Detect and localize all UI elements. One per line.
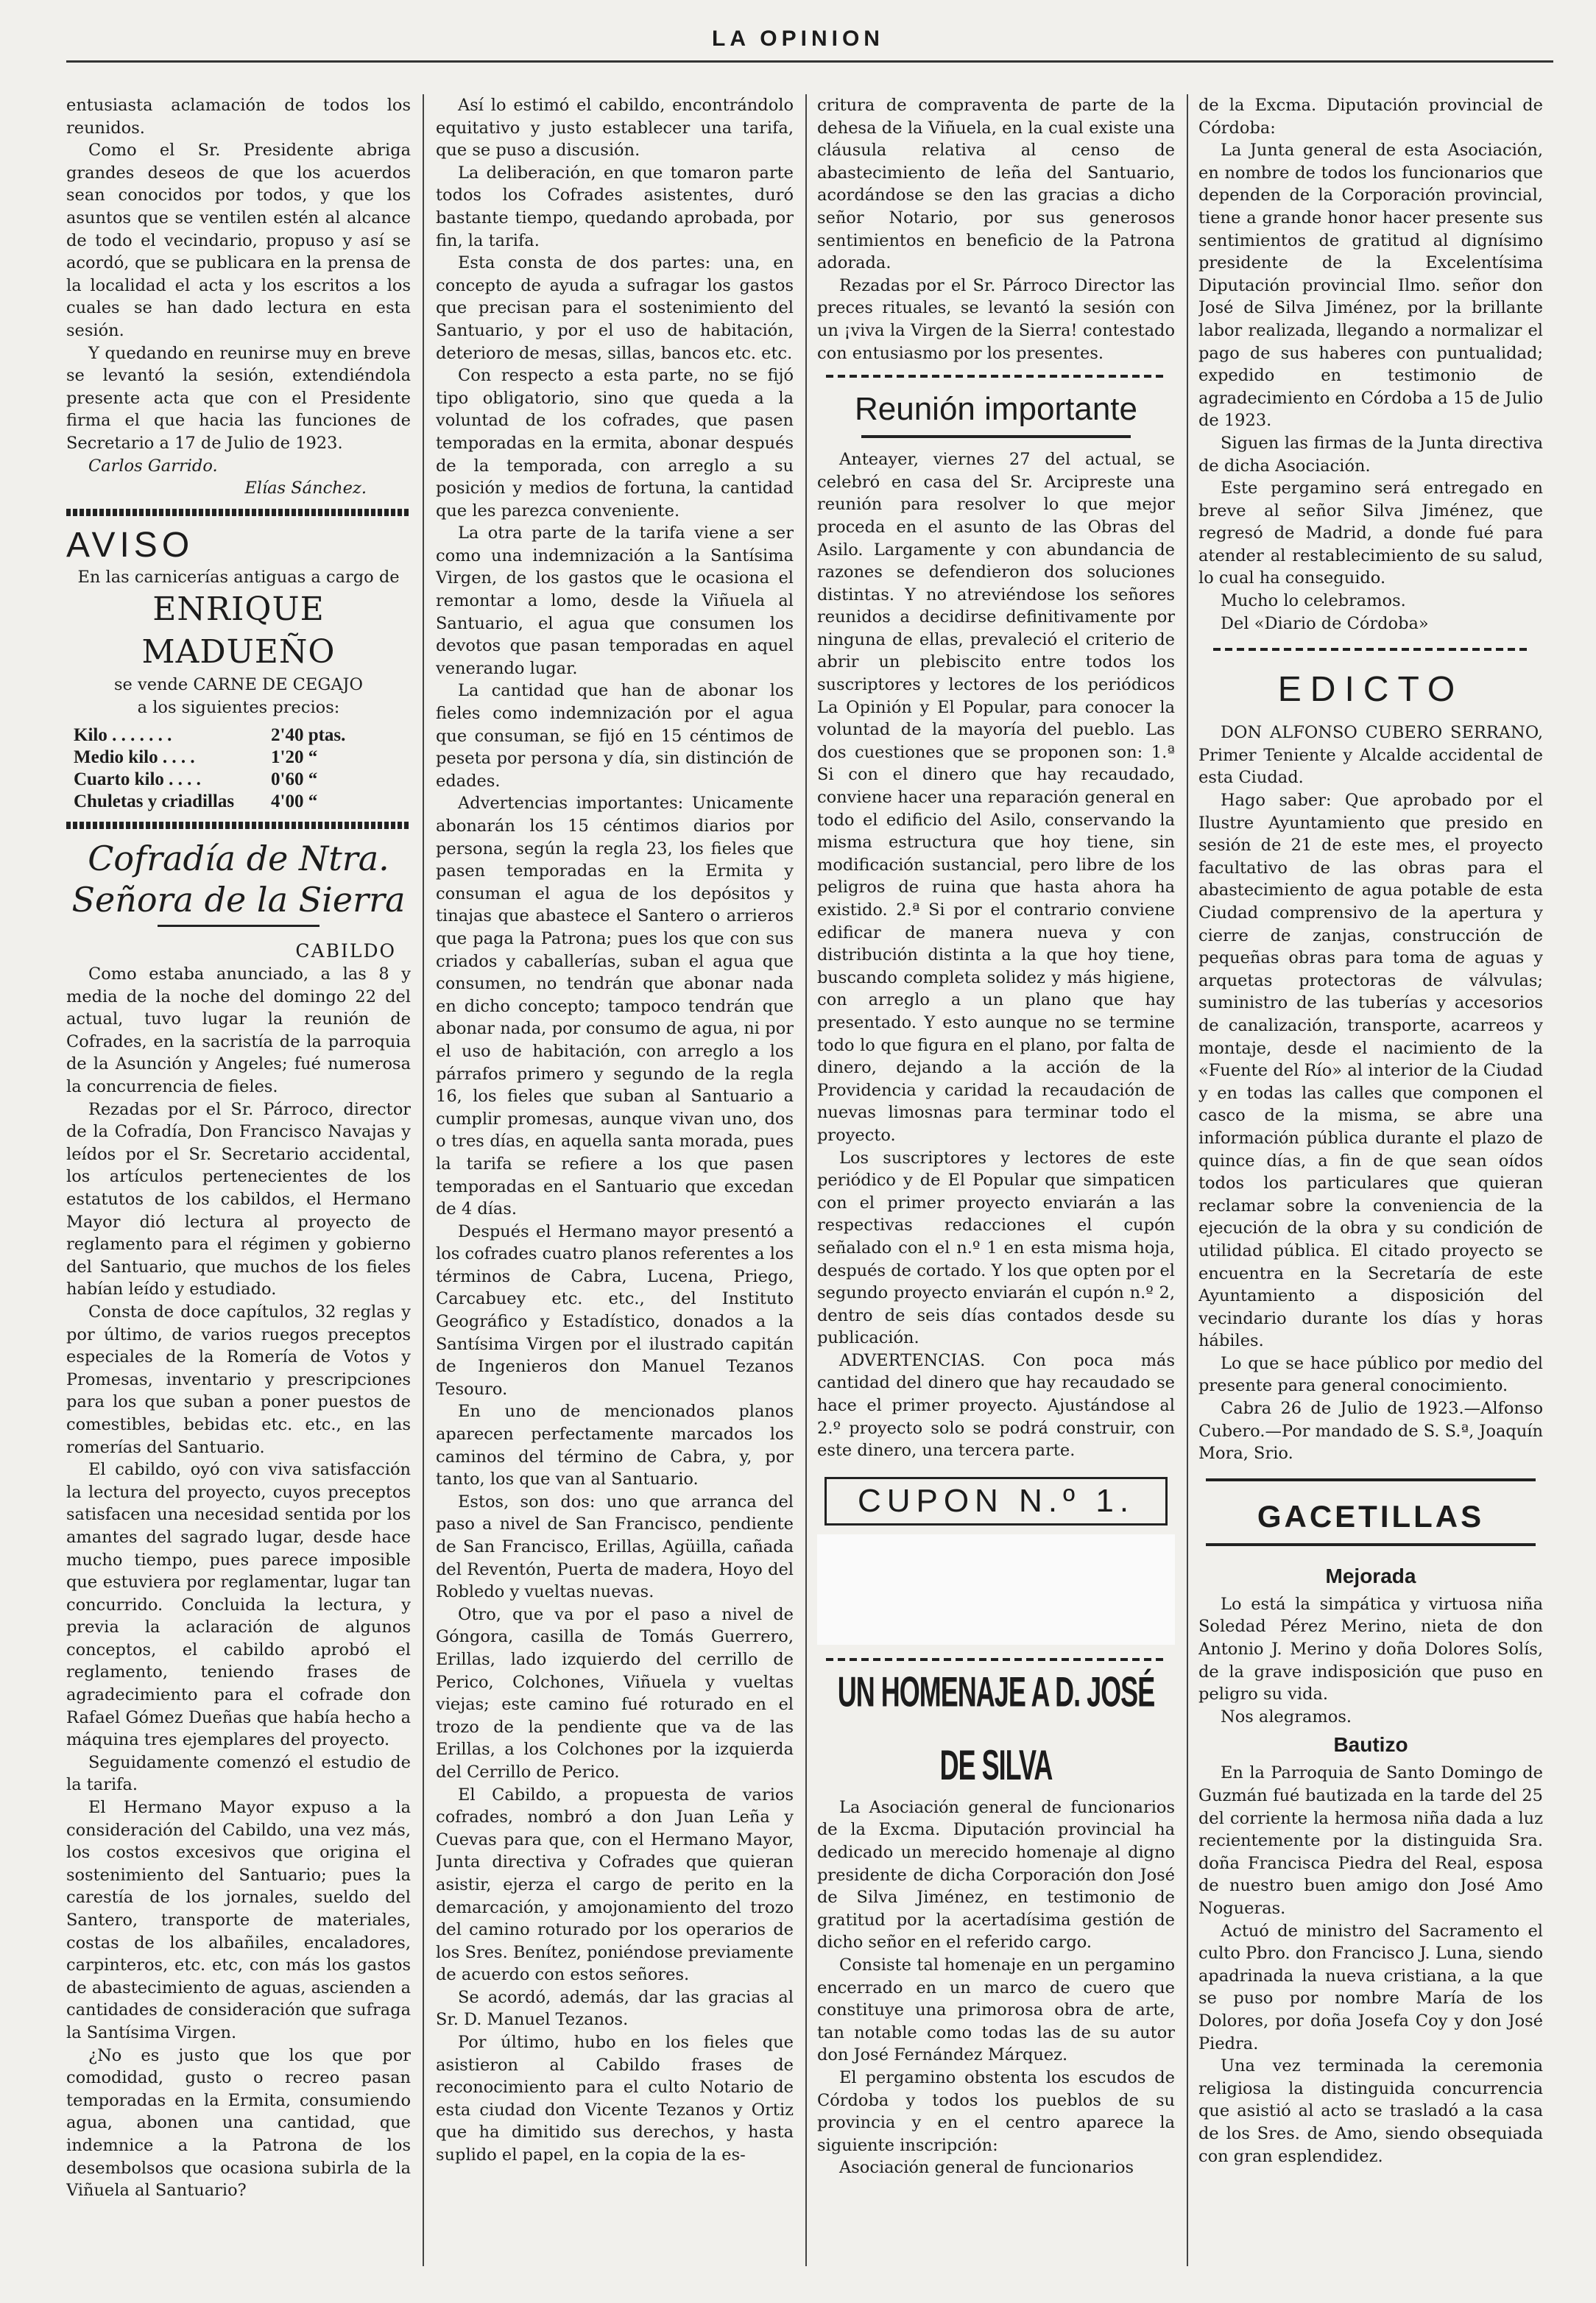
signature-sanchez: Elías Sánchez. xyxy=(244,479,367,498)
price-row: Kilo . . . . . . . 2'40 ptas. xyxy=(74,725,346,746)
column-rule xyxy=(1187,94,1188,2266)
cupon-blank-area xyxy=(817,1534,1175,1645)
subhead-mejorada: Mejorada xyxy=(1325,1564,1416,1587)
text-paragraph: La Junta general de esta Asociación, en nombre de todos los funcionarios que dependen de la Corporación provincial, tiene a grande honor hacer presente sus sentimientos de gratitud al dignísimo presidente de la Excelentísima Diputación provincial Ilmo. señor don José de Silva Jiménez, por la brillante labor realizada, llegando a normalizar el pago de sus haberes con puntualidad; expedido en testimonio de agradecimiento en Córdoba a 15 de Julio de 1923. xyxy=(1198,141,1543,431)
text-paragraph: Se acordó, además, dar las gracias al Sr. D. Manuel Tezanos. xyxy=(436,1987,794,2030)
column-rule xyxy=(423,94,424,2266)
text-paragraph: Esta consta de dos partes: una, en concepto de ayuda a sufragar los gastos que precisan para el sostenimiento del Santuario, y por el uso de habitación, deterioro de mesas, sillas, bancos etc. etc. xyxy=(436,253,794,363)
text-paragraph: Por último, hubo en los fieles que asistieron al Cabildo frases de reconocimiento para el culto Notario de esta ciudad don Vicente Tezanos y Ortiz que ha dimitido sus derechos, y hasta suplido el papel, en la copia de la es- xyxy=(436,2033,794,2165)
text-paragraph: Seguidamente comenzó el estudio de la tarifa. xyxy=(66,1752,411,1795)
text-paragraph: En uno de mencionados planos aparecen perfectamente marcados los caminos del término de Cabra, y, por tanto, los que van al Santuario. xyxy=(436,1402,794,1489)
text-paragraph: Siguen las firmas de la Junta directiva de dicha Asociación. xyxy=(1198,433,1543,476)
column-1 xyxy=(66,94,411,2274)
cabildo-subhead: CABILDO xyxy=(295,940,396,962)
text-paragraph: El Cabildo, a propuesta de varios cofrades, nombró a don Juan Leña y Cuevas para que, con el Hermano Mayor, Junta directiva y Cofrades que quieran asistir, ejerza el cargo de perito en la demarcación, y amojonamiento del trozo del camino roturado por los operarios de los Sres. Benítez, poniéndose previamente de acuerdo con estos señores. xyxy=(436,1785,794,1985)
text-paragraph: La otra parte de la tarifa viene a ser como una indemnización a la Santísima Virgen, de los gastos que le ocasiona el remontar a lomo, desde la Viñuela al Santuario, el agua que consumen los devotos que pasan temporadas en aquel venerando lugar. xyxy=(436,523,794,678)
price-row: Cuarto kilo . . . . 0'60 “ xyxy=(74,769,318,790)
text-paragraph: Como estaba anunciado, a las 8 y media de la noche del domingo 22 del actual, tuvo lugar la reunión de Cofrades, en la sacristía de la parroquia de la Asunción y Angeles; fué numerosa la concurrencia de fieles. xyxy=(66,964,411,1097)
text-paragraph: El Hermano Mayor expuso a la consideración del Cabildo, una vez más, los costos excesivos que origina el sostenimiento del Santuario; pues la carestía de los jornales, sueldo del Santero, transporte de materiales, costas de los albañiles, encaladores, carpinteros, etc. etc, con más los gastos de abastecimiento de aguas, ascienden a cantidades de consideración que sufraga la Santísima Virgen. xyxy=(66,1798,411,2042)
price-row: Medio kilo . . . . 1'20 “ xyxy=(74,747,318,768)
aviso-title: AVISO xyxy=(66,525,194,565)
text-paragraph: Como el Sr. Presidente abriga grandes deseos de que los acuerdos sean conocidos por todos, y que los asuntos que se ventilen estén al alcance de todo el vecindario, propuso y así se acordó, que se publicara en la prensa de la localidad el acta y los escritos a los cuales se han dado lectura en esta sesión. xyxy=(66,141,411,340)
cupon-box: CUPON N.º 1. xyxy=(825,1477,1168,1526)
aviso-line: En las carnicerías antiguas a cargo de xyxy=(77,567,400,587)
text-paragraph: Hago saber: Que aprobado por el Ilustre Ayuntamiento que presido en sesión de 21 de este mes, el proyecto facultativo de las obras para el abastecimiento de agua potable de esta Ciudad comprensivo de la apertura y cierre de zanjas, construcción de pequeñas obras para toma de aguas y arquetas protectoras de válvulas; suministro de las tuberías y accesorios de canalización, transporte, acarreos y montaje, desde el nacimiento de la «Fuente del Río» al interior de la Ciudad y en todas las calles que componen el casco de la misma, se abre una información pública durante el plazo de quince días, a fin de que sean oídos todos los particulares que quieran reclamar sobre la conveniencia de la ejecución de la obra y su condición de utilidad pública. El citado proyecto se encuentra en la Secretaría de este Ayuntamiento a disposición del vecindario durante los días y horas hábiles. xyxy=(1198,791,1543,1351)
edicto-title: EDICTO xyxy=(1277,670,1464,710)
text-paragraph: critura de compraventa de parte de la dehesa de la Viñuela, en la cual existe una cláusula relativa al censo de abastecimiento de leña del Santuario, acordándose se den las gracias a dicho señor Notario, por sus generosos sentimientos en beneficio de la Patrona adorada. xyxy=(817,96,1175,273)
text-paragraph: de la Excma. Diputación provincial de Córdoba: xyxy=(1198,96,1543,138)
section-divider xyxy=(66,822,411,829)
aviso-line: a los siguientes precios: xyxy=(137,697,340,717)
aviso-name: ENRIQUE MADUEÑO xyxy=(141,590,336,671)
text-paragraph: Rezadas por el Sr. Párroco, director de la Cofradía, Don Francisco Navajas y leídos por el Sr. Secretario accidental, los artículos pertenecientes de los estatutos de los cabildos, el Hermano Mayor dió lectura al proyecto de reglamento para el régimen y gobierno del Santuario, que muchos de los fieles habían leído y estudiado. xyxy=(66,1099,411,1299)
text-paragraph: Los suscriptores y lectores de este periódico y de El Popular que simpaticen con el primer proyecto enviarán a las respectivas redacciones el cupón señalado con el n.º 1 en esta misma hoja, después de cortado. Y los que opten por el segundo proyecto enviarán el cupón n.º 2, dentro de seis días contados desde su publicación. xyxy=(817,1148,1175,1348)
text-paragraph: Cabra 26 de Julio de 1923.—Alfonso Cubero.—Por mandado de S. S.ª, Joaquín Mora, Srio. xyxy=(1198,1399,1543,1464)
text-paragraph: Así lo estimó el cabildo, encontrándolo equitativo y justo establecer una tarifa, que se puso a discusión. xyxy=(436,96,794,161)
section-divider xyxy=(66,509,411,516)
aviso-line: se vende CARNE DE CEGAJO xyxy=(113,675,364,695)
masthead: LA OPINION xyxy=(712,27,884,51)
title-underline xyxy=(158,925,319,927)
text-paragraph: Este pergamino será entregado en breve al señor Silva Jiménez, que regresó de Madrid, a donde fué para atender al restablecimiento de su salud, lo cual ha conseguido. xyxy=(1198,479,1543,588)
text-paragraph: Una vez terminada la ceremonia religiosa la distinguida concurrencia que asistió al acto se trasladó a la casa de los Sres. de Amo, siendo obsequiada con gran esplendidez. xyxy=(1198,2056,1543,2166)
text-paragraph: La cantidad que han de abonar los fieles como indemnización por el agua que consuman, se fijó en 15 céntimos de peseta por persona y día, sin distinción de edades. xyxy=(436,681,794,791)
text-paragraph: Rezadas por el Sr. Párroco Director las preces rituales, se levantó la sesión con un ¡viva la Virgen de la Sierra! contestado con entusiasmo por los presentes. xyxy=(817,275,1175,363)
text-paragraph: Advertencias importantes: Unicamente abonarán los 15 céntimos diarios por persona, según la regla 23, los fieles que pasen temporadas en la Ermita y consuman el agua de los depósitos y tinajas que abastece el Santero o arrieros que paga la Patrona; pues los que con sus criados y caballerías, suban el agua que consumen, no tendrán que abonar nada en dicho concepto; tampoco tendrán que abonar nada, por consumo de agua, ni por el uso de habitación, con arreglo a los párrafos primero y segundo de la regla 16, los fieles que suban al Santuario a cumplir promesas, aunque vivan uno, dos o tres días, en aquella santa morada, pues la tarifa se refiere a los que pasen temporadas en el Santuario que excedan de 4 días. xyxy=(436,794,794,1219)
section-divider xyxy=(1206,1478,1536,1481)
section-divider xyxy=(1213,648,1528,651)
text-paragraph: Mucho lo celebramos. xyxy=(1221,591,1406,611)
reunion-title: Reunión importante xyxy=(854,391,1137,428)
text-paragraph: Consiste tal homenaje en un pergamino encerrado en un marco de cuero que constituye una primorosa obra de arte, tan notable como todas las de su autor don José Fernández Márquez. xyxy=(817,1955,1175,2065)
price-row: Chuletas y criadillas 4'00 “ xyxy=(74,791,318,812)
text-paragraph: Anteayer, viernes 27 del actual, se celebró en casa del Sr. Arcipreste una reunión para resolver lo que mejor proceda en el asunto de las Obras del Asilo. Largamente y con abundancia de razones se defendieron dos soluciones distintas. Y no atreviéndose los señores reunidos a decidirse definitivamente por ninguna de ellas, prevaleció el criterio de abrir un plebiscito entre todos los suscriptores y lectores de los periódicos La Opinión y El Popular, para conocer la voluntad de la mayoría del pueblo. Las dos cuestiones que se proponen son: 1.ª Si con el dinero que hay recaudado, conviene hacer una reparación general en todo el edificio del Asilo, conservando la misma estructura que hoy tiene, sin modificación sustancial, pero libre de los peligros de ruina que hasta ahora ha existido. 2.ª Si por el contrario conviene edificar de manera nueva y con distribución distinta a la que hoy tiene, buscando completa solidez y más higiene, con arreglo a un plano que hay presentado. Y esto aunque no se termine todo lo que figura en el plano, por falta de dinero, dejando a la acción de la Providencia y caridad la recaudación de nuevas limosnas para terminar todo el proyecto. xyxy=(817,450,1175,1145)
section-divider xyxy=(826,375,1166,378)
title-underline xyxy=(861,435,1131,438)
column-3 xyxy=(817,94,1175,2274)
text-paragraph: Otro, que va por el paso a nivel de Góngora, casilla de Tomás Guerrero, Erillas, lado izquierdo del cerrillo de Perico, Colchones, Viñuela y vueltas viejas; este camino fué roturado en el trozo de la pendiente que va de las Erillas, a los Colchones por la izquierda del Cerrillo de Perico. xyxy=(436,1604,794,1782)
gacetillas-title: GACETILLAS xyxy=(1257,1498,1485,1534)
text-paragraph: ¿No es justo que los que por comodidad, gusto o recreo pasan temporadas en la Ermita, consumiendo agua, abonen una cantidad, que indemnice a la Patrona de los desembolsos que ocasiona subirla de la Viñuela al Santuario? xyxy=(66,2045,411,2201)
text-paragraph: La Asociación general de funcionarios de la Excma. Diputación provincial ha dedicado un merecido homenaje al digno presidente de dicha Corporación don José de Silva Jiménez, en testimonio de gratitud por la acertadísima gestión de dicho señor en el referido cargo. xyxy=(817,1797,1175,1953)
text-paragraph: Actuó de ministro del Sacramento el culto Pbro. don Francisco J. Luna, siendo apadrinada la nueva cristiana, a la que se puso por nombre María de los Dolores, por doña Josefa Coy y don José Piedra. xyxy=(1198,1921,1543,2053)
text-paragraph: Lo está la simpática y virtuosa niña Soledad Pérez Merino, nieta de don Antonio J. Merino y doña Dolores Solís, de la grave indisposición que puso en peligro su vida. xyxy=(1198,1594,1543,1704)
masthead-rule xyxy=(66,60,1553,63)
column-2 xyxy=(436,94,794,2274)
homenaje-title: UN HOMENAJE A D. JOSÉ DE SILVA xyxy=(837,1667,1155,1789)
price-list xyxy=(74,724,403,813)
text-paragraph: Nos alegramos. xyxy=(1221,1707,1352,1727)
text-paragraph: Asociación general de funcionarios xyxy=(839,2158,1134,2178)
text-paragraph: En la Parroquia de Santo Domingo de Guzmán fué bautizada en la tarde del 25 del corriente la hermosa niña dada a luz recientemente por la distinguida Sra. doña Francisca Piedra del Real, esposa de nuestro buen amigo don José Amo Nogueras. xyxy=(1198,1763,1543,1918)
text-paragraph: Consta de doce capítulos, 32 reglas y por último, de varios ruegos preceptos especiales de la Romería de Votos y Promesas, inventario y prescripciones para los que suban a poner puestos de comestibles, bebidas etc. etc., en las romerías del Santuario. xyxy=(66,1302,411,1457)
text-paragraph: ADVERTENCIAS. Con poca más cantidad del dinero que hay recaudado se hace el primer proyecto. Ajustándose al 2.º proyecto solo se podrá construir, con este dinero, una tercera parte. xyxy=(817,1350,1175,1461)
text-paragraph: Y quedando en reunirse muy en breve se levantó la sesión, extendiéndola presente acta que con el Presidente firma el que hacia las funciones de Secretario a 17 de Julio de 1923. xyxy=(66,343,411,453)
text-paragraph: El cabildo, oyó con viva satisfacción la lectura del proyecto, cuyos preceptos satisfacen una necesidad sentida por los amantes del sagrado lugar, desde hace mucho tiempo, pues parece imposible que estuviera por reglamentar, lugar tan concurrido. Concluida la lectura, y previa la aclaración de algunos conceptos, el cabildo aprobó el reglamento, teniendo frases de agradecimiento para el cofrade don Rafael Gómez Dueñas que había hecho a máquina tres ejemplares del proyecto. xyxy=(66,1460,411,1750)
text-paragraph: El pergamino obstenta los escudos de Córdoba y todos los pueblos de su provincia y en el centro aparece la siguiente inscripción: xyxy=(817,2067,1175,2155)
text-paragraph: Con respecto a esta parte, no se fijó tipo obligatorio, sino que queda a la voluntad de los cofrades, que pasen temporadas en la ermita, abonar después de la temporada, con arreglo a su posición y medios de fortuna, la cantidad que les parezca conveniente. xyxy=(436,366,794,521)
text-paragraph: Estos, son dos: uno que arranca del paso a nivel de San Francisco, pendiente de San Francisco, Erillas, Agüilla, cañada del Reventón, Puerta de madera, Hoyo del Robledo y vueltas nuevas. xyxy=(436,1492,794,1602)
title-underline xyxy=(1206,1543,1536,1546)
text-paragraph: La deliberación, en que tomaron parte todos los Cofrades asistentes, duró bastante tiempo, quedando aprobada, por fin, la tarifa. xyxy=(436,163,794,250)
text-paragraph: DON ALFONSO CUBERO SERRANO, Primer Teniente y Alcalde accidental de esta Ciudad. xyxy=(1198,723,1543,788)
subhead-bautizo: Bautizo xyxy=(1333,1733,1408,1757)
cofradia-title: Cofradía de Ntra. Señora de la Sierra xyxy=(71,839,406,920)
text-paragraph: Después el Hermano mayor presentó a los cofrades cuatro planos referentes a los términos de Cabra, Lucena, Priego, Carcabuey etc. etc., del Instituto Geográfico y Estadístico, donados a la Santísima Virgen por el ilustrado capitán de Ingenieros don Manuel Tezanos Tesouro. xyxy=(436,1221,794,1399)
text-paragraph: Del «Diario de Córdoba» xyxy=(1221,613,1429,633)
column-4 xyxy=(1198,94,1543,2274)
signature-garrido: Carlos Garrido. xyxy=(88,456,218,476)
text-paragraph: Lo que se hace público por medio del presente para general conocimiento. xyxy=(1198,1353,1543,1396)
column-rule xyxy=(805,94,807,2266)
text-paragraph: entusiasta aclamación de todos los reunidos. xyxy=(66,96,411,138)
